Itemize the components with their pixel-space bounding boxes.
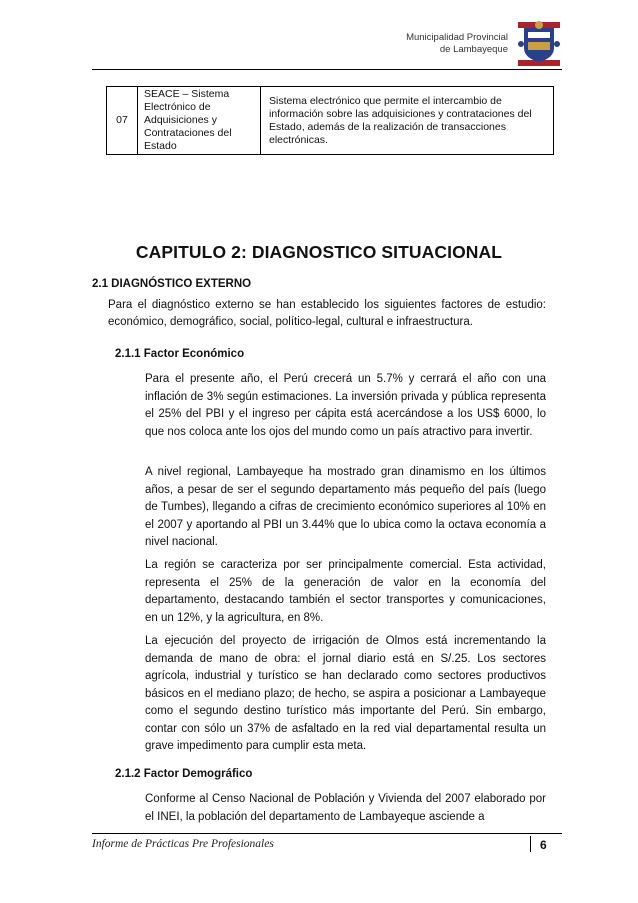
section-heading-2-1-1: 2.1.1 Factor Económico <box>115 348 245 360</box>
row-number: 07 <box>107 87 138 155</box>
paragraph: A nivel regional, Lambayeque ha mostrado gran dinamismo en los últimos años, a pesar de ser el segundo departamento más pequeño del país (luego de Tumbes), llegando a cifras de crecimiento económico superiores al 10% en el 2007 y aportando al PBI un 3.44% que lo ubica como la octava economía a nivel nacional. <box>145 466 546 548</box>
section-heading-2-1: 2.1 DIAGNÓSTICO EXTERNO <box>92 278 252 290</box>
header-institution <box>406 32 508 56</box>
header-line-1: Municipalidad Provincial <box>406 32 508 43</box>
section-heading-2-1-2: 2.1.2 Factor Demográfico <box>115 768 253 780</box>
institutions-table <box>106 86 554 155</box>
paragraph: Conforme al Censo Nacional de Población y Vivienda del 2007 elaborado por el INEI, la población del departamento de Lambayeque asciende a <box>145 793 546 823</box>
header-line-2: de Lambayeque <box>439 44 508 55</box>
footer-divider <box>92 833 562 834</box>
footer-separator <box>530 836 531 852</box>
paragraph: La región se caracteriza por ser principalmente comercial. Esta actividad, representa el 25% de la generación de valor en la economía del departamento, destacando también el sector transportes y comunicaciones, en un 12%, y la agricultura, en 8%. <box>145 559 546 624</box>
table-row <box>107 87 554 155</box>
chapter-title: CAPITULO 2: DIAGNOSTICO SITUACIONAL <box>135 242 503 262</box>
section-2-1-intro: Para el diagnóstico externo se han establecido los siguientes factores de estudio: económico, demográfico, social, político-legal, cultural e infraestructura. <box>108 299 546 328</box>
page-number: 6 <box>540 838 547 852</box>
footer-title: Informe de Prácticas Pre Profesionales <box>92 838 274 850</box>
municipality-crest-icon <box>516 18 562 70</box>
row-name: SEACE – Sistema Electrónico de Adquisiciones y Contrataciones del Estado <box>138 87 261 155</box>
paragraph: La ejecución del proyecto de irrigación de Olmos está incrementando la demanda de mano de obra: el jornal diario está en S/.25. Los sectores agrícola, industrial y turístico se han declarado como sectores productivos básicos en el mediano plazo; de hecho, se aspira a posicionar a Lambayeque como el segundo destino turístico más importante del Perú. Sin embargo, contar con sólo un 37% de asfaltado en la red vial departamental resulta un grave impedimento para cumplir esta meta. <box>145 635 546 752</box>
row-description: Sistema electrónico que permite el intercambio de información sobre las adquisiciones y contrataciones del Estado, además de la realización de transacciones electrónicas. <box>261 87 554 155</box>
header-divider <box>92 69 562 70</box>
paragraph: Para el presente año, el Perú crecerá un 5.7% y cerrará el año con una inflación de 3% según estimaciones. La inversión privada y pública representa el 25% del PBI y el ingreso per cápita está acercándose a los US$ 6000, lo que nos coloca ante los ojos del mundo como un país atractivo para invertir. <box>145 373 546 438</box>
